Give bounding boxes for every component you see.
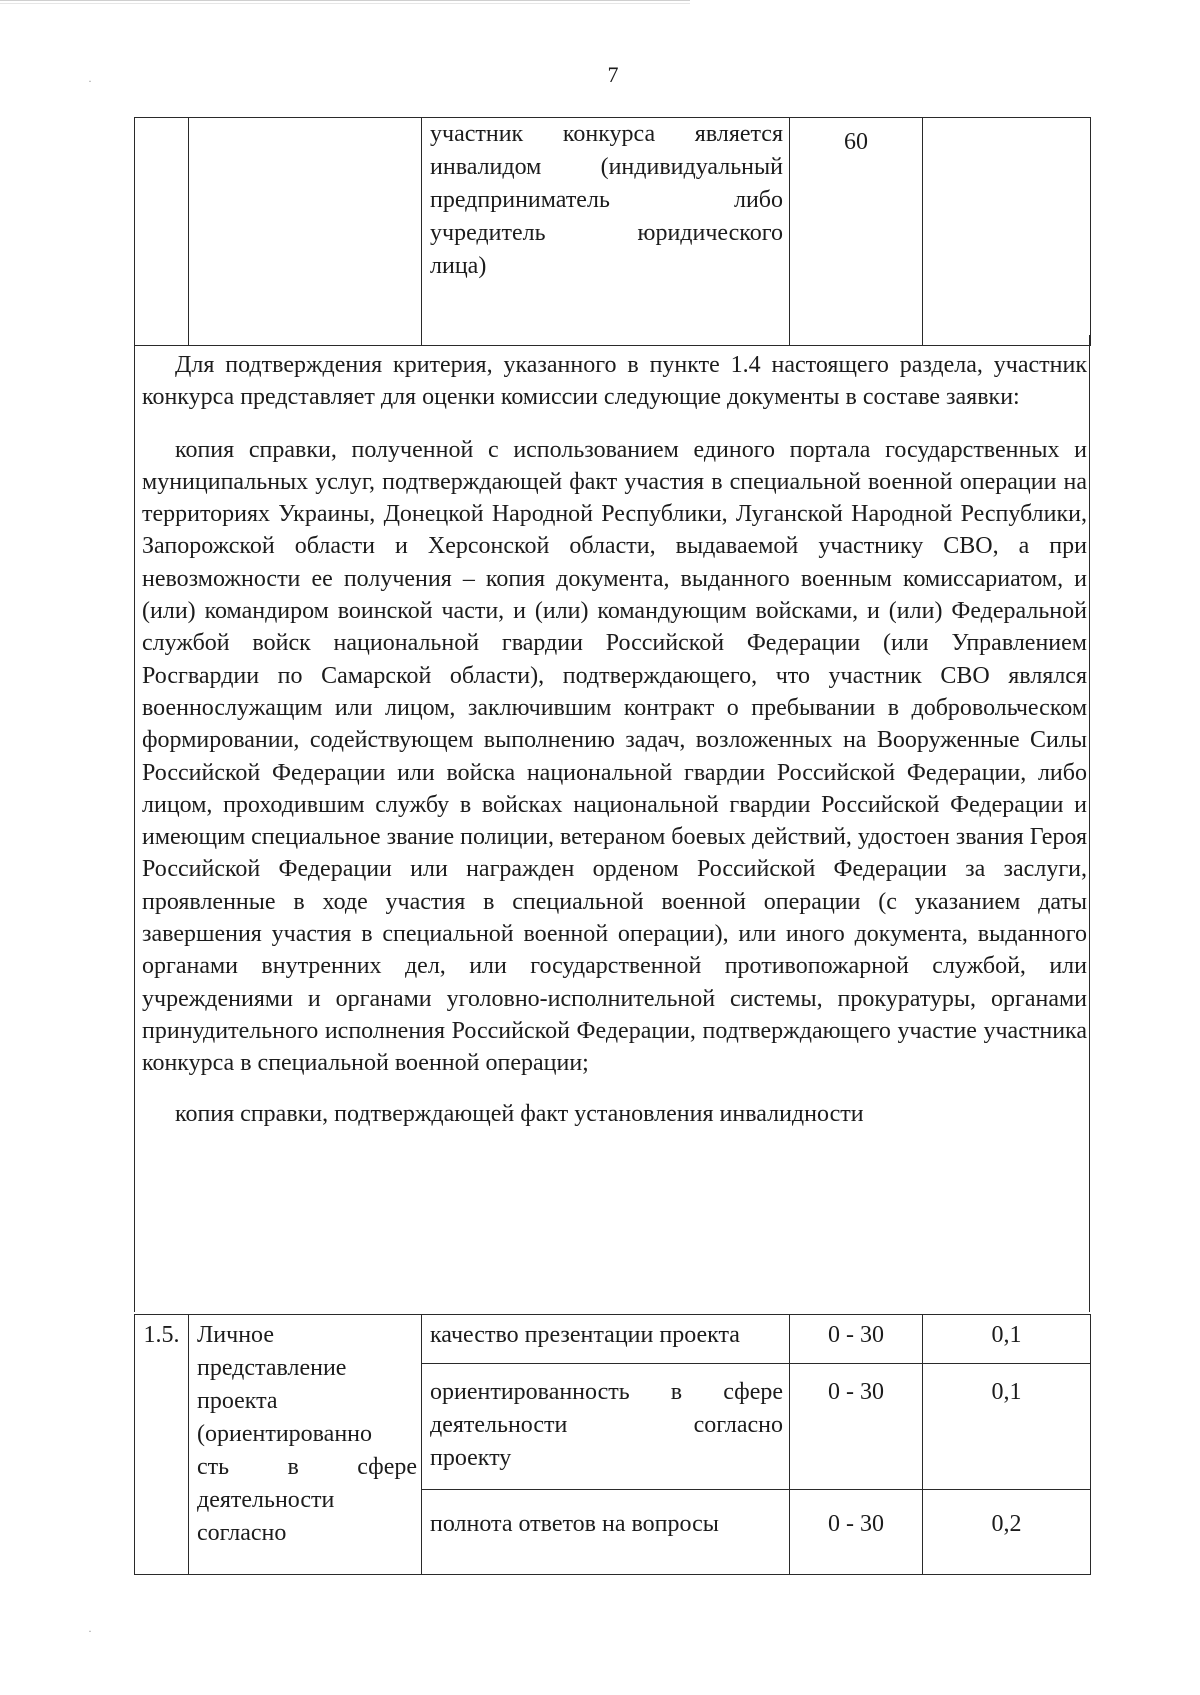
criterion-name-line: Личное [197,1322,274,1348]
cell-criterion-name [189,118,422,346]
document-paragraph: копия справки, полученной с использованием единого портала государственных и муниципальных услуг, подтверждающей факт участия в специальной военной операции на территориях Украины, Донецкой Народной Республики, Луганской Народной Республики, Запорожской области и Херсонской области, выдаваемой участнику СВО, а при невозможности ее получения – копия документа, выданного военным комиссариатом, и (или) командиром воинской части, и (или) командующим войсками, и (или) Федеральной службой войск национальной гвардии Российской Федерации (или Управлением Росгвардии по Самарской области), подтверждающего, что участник СВО являлся военнослужащим или лицом, заключившим контракт о пребывании в добровольческом формировании, содействующем выполнению задач, возложенных на Вооруженные Силы Российской Федерации или войска национальной гвардии Российской Федерации, либо лицом, проходившим службу в войсках национальной гвардии Российской Федерации и имеющим специальное звание полиции, ветераном боевых действий, удостоен звания Героя Российской Федерации или награжден орденом Российской Федерации за заслуги, проявленные в ходе участия в специальной военной операции (с указанием даты завершения участия в специальной военной операции), или иного документа, выданного органами внутренних дел, или государственной противопожарной службой, или учреждениями и органами уголовно-исполнительной системы, прокуратуры, органами принудительного исполнения Российской Федерации, подтверждающего участие участника конкурса в специальной военной операции; [142,436,1087,1077]
criterion-line: инвалидом (индивидуальный [430,154,783,180]
cell-points: 0 - 30 [790,1364,923,1490]
page-number: 7 [607,62,619,87]
criterion-line: полнота ответов на вопросы [430,1511,719,1537]
criterion-line: ориентированность в сфере [430,1379,783,1405]
criteria-table-continued [134,117,1091,346]
criterion-name-line: проекта [197,1388,278,1414]
cell-weight: 0,1 [923,1315,1091,1364]
cell-criterion-text [422,1490,790,1575]
criteria-table [134,1314,1091,1575]
cell-weight: 0,2 [923,1490,1091,1575]
cell-criterion-text [422,1364,790,1490]
confirmation-documents-block [134,335,1090,1312]
cell-number [135,118,189,346]
intro-paragraph: Для подтверждения критерия, указанного в пункте 1.4 настоящего раздела, участник конкурса представляет для оценки комиссии следующие документы в составе заявки: [142,352,1087,411]
criterion-line: проекту [430,1445,512,1471]
criterion-line: предприниматель либо [430,187,783,213]
cell-number: 1.5. [135,1315,189,1575]
cell-points: 0 - 30 [790,1490,923,1575]
cell-criterion-text [422,1315,790,1364]
criterion-name-line: (ориентированно [197,1421,373,1447]
criterion-name-line: согласно [197,1520,287,1546]
table-row [135,118,1091,346]
criterion-line: участник конкурса является [430,121,783,147]
scan-dot-mark: · [88,1624,92,1638]
cell-weight: 0,1 [923,1364,1091,1490]
cell-criterion-text [422,118,790,346]
cell-points: 60 [790,118,923,346]
cell-points: 0 - 30 [790,1315,923,1364]
scan-top-line-2 [0,3,690,4]
criterion-name-line: деятельности [197,1487,335,1513]
criterion-line: лица) [430,253,487,279]
criterion-line: качество презентации проекта [430,1322,740,1348]
table-row [135,1315,1091,1364]
scan-top-line [0,0,690,1]
cell-weight [923,118,1091,346]
document-paragraph: копия справки, подтверждающей факт установления инвалидности [175,1100,864,1127]
criterion-line: деятельности согласно [430,1412,783,1438]
cell-criterion-name [189,1315,422,1575]
scan-dot-mark: · [88,74,92,88]
criterion-name-line: представление [197,1355,347,1381]
criterion-name-line: сть в сфере [197,1454,417,1480]
criterion-line: учредитель юридического [430,220,783,246]
